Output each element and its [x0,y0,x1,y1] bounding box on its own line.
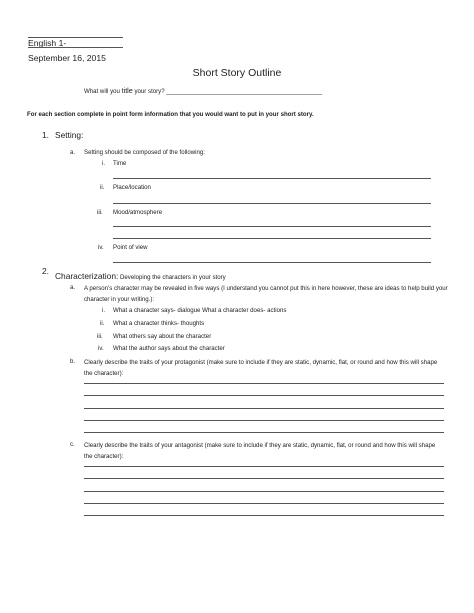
setting-a-letter: a. [70,149,76,156]
char-item-i-num: i. [102,307,106,314]
setting-mood-line-1 [113,226,431,227]
char-b-text: Clearly describe the traits of your protagonist (make sure to include if they are static, dynamic, flat, or round and how this will shape the character): [84,359,438,377]
page-title: Short Story Outline [192,67,282,79]
protagonist-line-4 [84,420,444,421]
setting-item-ii-num: ii. [100,184,105,191]
antagonist-line-5 [84,515,444,516]
setting-item-i-num: i. [102,160,106,167]
setting-mood-line-2 [113,238,431,239]
setting-a-text: Setting should be composed of the following: [84,149,205,156]
protagonist-line-2 [84,395,444,396]
section-2-number: 2. [42,266,49,276]
char-c-text: Clearly describe the traits of your antagonist (make sure to include if they are static, dynamic, flat, or round and how this will shape the character): [84,442,436,460]
setting-place-line-1 [113,203,431,204]
protagonist-line-1 [84,383,444,384]
char-a-letter: a. [70,284,76,291]
char-a-text: A person’s character may be revealed in five ways (I understand you cannot put this in here however, these are ideas to help build your character in your writing.): [84,285,448,303]
setting-time-line-1 [113,178,431,179]
antagonist-line-3 [84,491,444,492]
instruction-text: For each section complete in point form information that you would want to put in your short story. [27,111,314,118]
char-item-iii-text: What others say about the character [113,333,212,340]
section-1-number: 1. [42,130,49,140]
char-item-iv-text: What the author says about the character [113,345,225,352]
char-item-iv-num: iv. [98,345,104,352]
section-1-label: Setting: [55,130,84,140]
setting-item-ii-text: Place/location [113,184,151,191]
story-title-prompt-word: title [121,86,133,95]
antagonist-line-4 [84,503,444,504]
story-title-prompt [84,87,322,96]
char-b-letter: b. [70,358,76,365]
section-2-label: Characterization: [55,271,119,281]
setting-item-iv-num: iv. [98,244,104,251]
setting-item-iv-text: Point of view [113,244,148,251]
char-c-letter: c. [70,441,75,448]
antagonist-line-1 [84,466,444,467]
header-rule-middle [28,47,123,48]
story-title-prompt-after: your story? ______________________________________________ [132,88,323,95]
protagonist-line-3 [84,408,444,409]
header-date: September 16, 2015 [28,53,106,63]
setting-item-iii-text: Mood/atmosphere [113,209,163,216]
section-2-heading [55,266,226,284]
protagonist-line-5 [84,432,444,433]
setting-pov-line-1 [113,262,431,263]
setting-item-i-text: Time [113,160,127,167]
char-item-i-text: What a character says- dialogue What a character does- actions [113,307,287,314]
char-item-iii-num: iii. [97,333,103,340]
header-class-line: English 1- ____ [28,38,88,48]
section-2-label-rest: Developing the characters in your story [118,274,226,281]
setting-item-iii-num: iii. [97,209,103,216]
char-item-ii-text: What a character thinks- thoughts [113,320,205,327]
char-item-ii-num: ii. [100,320,105,327]
story-title-prompt-before: What will you [84,88,122,95]
antagonist-line-2 [84,478,444,479]
